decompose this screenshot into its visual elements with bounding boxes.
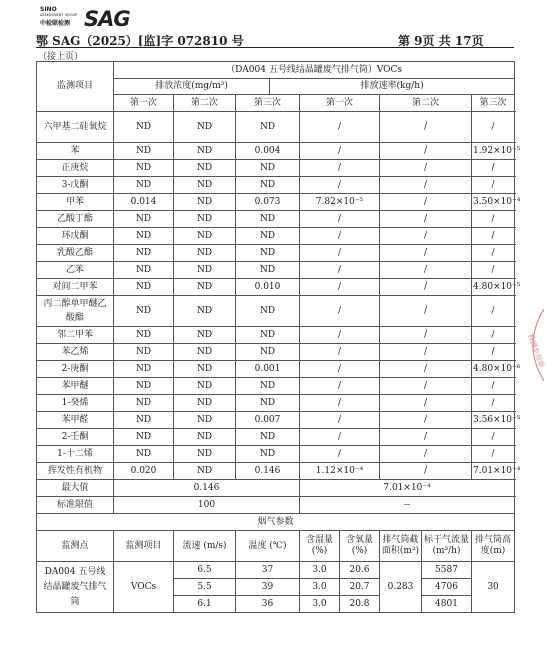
- compound-name: 2-庚酮: [37, 361, 114, 378]
- concentration-value: 0.004: [236, 143, 300, 160]
- run-header: 第一次: [300, 95, 380, 112]
- concentration-value: ND: [236, 245, 300, 262]
- rate-value: /: [472, 211, 515, 228]
- rate-value: /: [472, 245, 515, 262]
- velocity-value: 6.5: [174, 562, 236, 579]
- concentration-value: ND: [114, 378, 174, 395]
- flue-gas-title: 烟气参数: [37, 514, 515, 531]
- rate-value: 4.80×10⁻⁶: [472, 361, 515, 378]
- concentration-value: ND: [114, 296, 174, 327]
- rate-value: /: [380, 395, 472, 412]
- table-row: [37, 412, 515, 429]
- flow-value: 4801: [422, 596, 472, 613]
- concentration-value: ND: [174, 429, 236, 446]
- velocity-header: 流速 (m/s): [174, 531, 236, 562]
- concentration-header: 排放浓度(mg/m³): [114, 79, 270, 95]
- concentration-value: ND: [114, 327, 174, 344]
- summary-rate: 7.01×10⁻⁴: [300, 480, 515, 497]
- compound-name: 2-壬酮: [37, 429, 114, 446]
- concentration-value: ND: [174, 378, 236, 395]
- rate-value: /: [472, 177, 515, 194]
- temp-header: 温度 (℃): [236, 531, 300, 562]
- rate-value: /: [300, 429, 380, 446]
- rate-value: 3.50×10⁻⁴: [472, 194, 515, 211]
- rate-value: /: [300, 361, 380, 378]
- table-row: [37, 395, 515, 412]
- compound-name: 苯甲醛: [37, 412, 114, 429]
- table-row: [37, 463, 515, 480]
- concentration-value: 0.146: [236, 463, 300, 480]
- table-row: [37, 361, 515, 378]
- concentration-value: ND: [236, 429, 300, 446]
- concentration-value: ND: [174, 194, 236, 211]
- rate-value: /: [380, 378, 472, 395]
- temp-value: 36: [236, 596, 300, 613]
- summary-label: 最大值: [37, 480, 114, 497]
- concentration-value: ND: [236, 446, 300, 463]
- concentration-value: ND: [174, 211, 236, 228]
- concentration-value: ND: [114, 228, 174, 245]
- rate-value: /: [472, 395, 515, 412]
- compound-name: 1-十二烯: [37, 446, 114, 463]
- concentration-value: ND: [236, 296, 300, 327]
- svg-text:检测专用章: 检测专用章: [526, 332, 546, 369]
- summary-label: 标准限值: [37, 497, 114, 514]
- red-seal-stamp: [514, 305, 554, 385]
- table-row: [37, 262, 515, 279]
- rate-value: /: [380, 177, 472, 194]
- rate-value: /: [300, 245, 380, 262]
- moisture-value: 3.0: [300, 579, 340, 596]
- rate-value: /: [380, 327, 472, 344]
- run-header: 第二次: [174, 95, 236, 112]
- concentration-value: ND: [174, 463, 236, 480]
- concentration-value: ND: [236, 211, 300, 228]
- flue-gas-title-row: [37, 514, 515, 531]
- header-rule: [36, 47, 514, 48]
- logo-sino-text: SINO: [40, 6, 57, 13]
- run-header: 第一次: [114, 95, 174, 112]
- table-row: [37, 143, 515, 160]
- velocity-value: 6.1: [174, 596, 236, 613]
- concentration-value: ND: [174, 228, 236, 245]
- rate-value: /: [380, 160, 472, 177]
- oxygen-value: 20.8: [340, 596, 380, 613]
- compound-name: 挥发性有机物: [37, 463, 114, 480]
- run-header: 第三次: [236, 95, 300, 112]
- concentration-value: ND: [236, 112, 300, 143]
- concentration-value: ND: [174, 160, 236, 177]
- rate-value: /: [472, 112, 515, 143]
- concentration-value: ND: [174, 344, 236, 361]
- table-row: [37, 177, 515, 194]
- compound-name: 苯乙烯: [37, 344, 114, 361]
- concentration-value: ND: [174, 327, 236, 344]
- flue-gas-header-row: [37, 531, 515, 562]
- concentration-value: ND: [236, 160, 300, 177]
- rate-header: 排放速率(kg/h): [270, 79, 515, 95]
- flow-value: 4706: [422, 579, 472, 596]
- concentration-value: ND: [236, 262, 300, 279]
- max-row: [37, 480, 515, 497]
- rate-value: /: [472, 262, 515, 279]
- rate-value: /: [472, 344, 515, 361]
- rate-value: /: [300, 279, 380, 296]
- rate-value: /: [380, 143, 472, 160]
- concentration-value: 0.010: [236, 279, 300, 296]
- concentration-value: ND: [174, 112, 236, 143]
- moisture-header: 含湿量 (%): [300, 531, 340, 562]
- rate-value: /: [380, 245, 472, 262]
- monitor-item-header: 监测项目: [37, 62, 114, 112]
- table-row: [37, 429, 515, 446]
- concentration-value: ND: [174, 296, 236, 327]
- concentration-value: 0.014: [114, 194, 174, 211]
- table-row: [37, 344, 515, 361]
- logo-cn-name: 中检联检测: [40, 20, 71, 27]
- concentration-value: ND: [174, 446, 236, 463]
- compound-name: 丙二醇单甲醚乙酸酯: [37, 296, 114, 327]
- rate-value: 3.56×10⁻⁵: [472, 412, 515, 429]
- concentration-value: ND: [114, 279, 174, 296]
- concentration-value: ND: [174, 143, 236, 160]
- monitor-point: DA004 五号线结晶罐废气排气筒: [37, 562, 114, 613]
- oxygen-value: 20.6: [340, 562, 380, 579]
- report-number: 鄂 SAG（2025）[监]字 072810 号: [36, 34, 244, 48]
- rate-value: /: [380, 429, 472, 446]
- rate-value: /: [472, 228, 515, 245]
- compound-name: 苯甲醚: [37, 378, 114, 395]
- point-header: 监测点: [37, 531, 114, 562]
- rate-value: /: [472, 378, 515, 395]
- concentration-value: ND: [174, 177, 236, 194]
- summary-rate: --: [300, 497, 515, 514]
- concentration-value: ND: [236, 327, 300, 344]
- continued-note: （接上页）: [38, 52, 84, 62]
- flue-gas-row: [37, 562, 515, 579]
- concentration-value: ND: [174, 262, 236, 279]
- concentration-value: ND: [114, 361, 174, 378]
- concentration-value: ND: [114, 211, 174, 228]
- rate-value: /: [300, 112, 380, 143]
- rate-value: /: [380, 211, 472, 228]
- rate-value: /: [300, 378, 380, 395]
- moisture-value: 3.0: [300, 596, 340, 613]
- rate-value: /: [300, 177, 380, 194]
- concentration-value: ND: [114, 262, 174, 279]
- concentration-value: ND: [236, 378, 300, 395]
- table-row: [37, 279, 515, 296]
- concentration-value: ND: [114, 412, 174, 429]
- rate-value: /: [300, 228, 380, 245]
- concentration-value: ND: [174, 245, 236, 262]
- compound-name: 对间二甲苯: [37, 279, 114, 296]
- run-header: 第三次: [472, 95, 515, 112]
- compound-name: 正庚烷: [37, 160, 114, 177]
- table-row: [37, 194, 515, 211]
- rate-value: /: [472, 446, 515, 463]
- concentration-value: ND: [114, 395, 174, 412]
- area-header: 排气筒截面积(m²): [380, 531, 422, 562]
- table-row: [37, 378, 515, 395]
- concentration-value: ND: [174, 279, 236, 296]
- rate-value: /: [380, 228, 472, 245]
- rate-value: /: [300, 327, 380, 344]
- compound-name: 乙酸丁酯: [37, 211, 114, 228]
- table-row: [37, 211, 515, 228]
- moisture-value: 3.0: [300, 562, 340, 579]
- rate-value: 4.80×10⁻⁵: [472, 279, 515, 296]
- velocity-value: 5.5: [174, 579, 236, 596]
- flow-header: 标干气流量(m³/h): [422, 531, 472, 562]
- item-header: 监测项目: [114, 531, 174, 562]
- rate-value: 7.82×10⁻⁵: [300, 194, 380, 211]
- rate-value: 1.12×10⁻⁴: [300, 463, 380, 480]
- rate-value: /: [300, 143, 380, 160]
- concentration-value: ND: [236, 395, 300, 412]
- rate-value: /: [300, 446, 380, 463]
- compound-name: 邻二甲苯: [37, 327, 114, 344]
- height-header: 排气筒高度(m): [472, 531, 515, 562]
- height-value: 30: [472, 562, 515, 613]
- concentration-value: 0.073: [236, 194, 300, 211]
- rate-value: /: [380, 344, 472, 361]
- concentration-value: ND: [236, 344, 300, 361]
- rate-value: /: [380, 463, 472, 480]
- rate-value: /: [300, 412, 380, 429]
- concentration-value: ND: [236, 228, 300, 245]
- table-row: [37, 245, 515, 262]
- concentration-value: ND: [114, 344, 174, 361]
- run-header: 第二次: [380, 95, 472, 112]
- compound-name: 六甲基二硅氧烷: [37, 112, 114, 143]
- limit-row: [37, 497, 515, 514]
- concentration-value: ND: [174, 412, 236, 429]
- rate-value: /: [380, 279, 472, 296]
- concentration-value: 0.001: [236, 361, 300, 378]
- flow-value: 5587: [422, 562, 472, 579]
- concentration-value: 0.020: [114, 463, 174, 480]
- rate-value: /: [472, 296, 515, 327]
- concentration-value: ND: [114, 143, 174, 160]
- rate-value: /: [380, 412, 472, 429]
- rate-value: /: [380, 262, 472, 279]
- voc-results-table: [36, 61, 521, 613]
- table-row: [37, 228, 515, 245]
- rate-value: /: [300, 296, 380, 327]
- concentration-value: ND: [114, 160, 174, 177]
- rate-value: /: [380, 446, 472, 463]
- compound-name: 3-戊酮: [37, 177, 114, 194]
- table-row: [37, 160, 515, 177]
- concentration-value: ND: [236, 177, 300, 194]
- concentration-value: ND: [114, 245, 174, 262]
- concentration-value: ND: [174, 395, 236, 412]
- logo-abbr: SAG: [84, 7, 130, 31]
- summary-concentration: 100: [114, 497, 300, 514]
- rate-value: 7.01×10⁻⁴: [472, 463, 515, 480]
- rate-value: /: [472, 327, 515, 344]
- temp-value: 39: [236, 579, 300, 596]
- rate-value: /: [380, 194, 472, 211]
- rate-value: /: [300, 211, 380, 228]
- rate-value: /: [300, 344, 380, 361]
- compound-name: 苯: [37, 143, 114, 160]
- rate-value: /: [300, 160, 380, 177]
- compound-name: 乳酸乙酯: [37, 245, 114, 262]
- rate-value: /: [472, 160, 515, 177]
- concentration-value: ND: [174, 361, 236, 378]
- monitor-item: VOCs: [114, 562, 174, 613]
- area-value: 0.283: [380, 562, 422, 613]
- compound-name: 甲苯: [37, 194, 114, 211]
- logo-group-text: ASSESSMENT GROUP: [40, 13, 78, 17]
- concentration-value: ND: [114, 177, 174, 194]
- table-row: [37, 112, 515, 143]
- rate-value: /: [380, 112, 472, 143]
- page-indicator: 第 9页 共 17页: [398, 34, 484, 48]
- concentration-value: ND: [114, 112, 174, 143]
- compound-name: 环戊酮: [37, 228, 114, 245]
- table-row: [37, 446, 515, 463]
- rate-value: 1.92×10⁻⁵: [472, 143, 515, 160]
- rate-value: /: [380, 296, 472, 327]
- concentration-value: 0.007: [236, 412, 300, 429]
- summary-concentration: 0.146: [114, 480, 300, 497]
- compound-name: 1-癸烯: [37, 395, 114, 412]
- concentration-value: ND: [114, 429, 174, 446]
- rate-value: /: [380, 361, 472, 378]
- oxygen-header: 含氧量 (%): [340, 531, 380, 562]
- rate-value: /: [300, 262, 380, 279]
- temp-value: 37: [236, 562, 300, 579]
- outlet-title: （DA004 五号线结晶罐废气排气筒）VOCs: [114, 62, 515, 79]
- oxygen-value: 20.7: [340, 579, 380, 596]
- compound-name: 乙苯: [37, 262, 114, 279]
- rate-value: /: [300, 395, 380, 412]
- table-row: [37, 296, 515, 327]
- concentration-value: ND: [114, 446, 174, 463]
- table-row: [37, 327, 515, 344]
- rate-value: /: [472, 429, 515, 446]
